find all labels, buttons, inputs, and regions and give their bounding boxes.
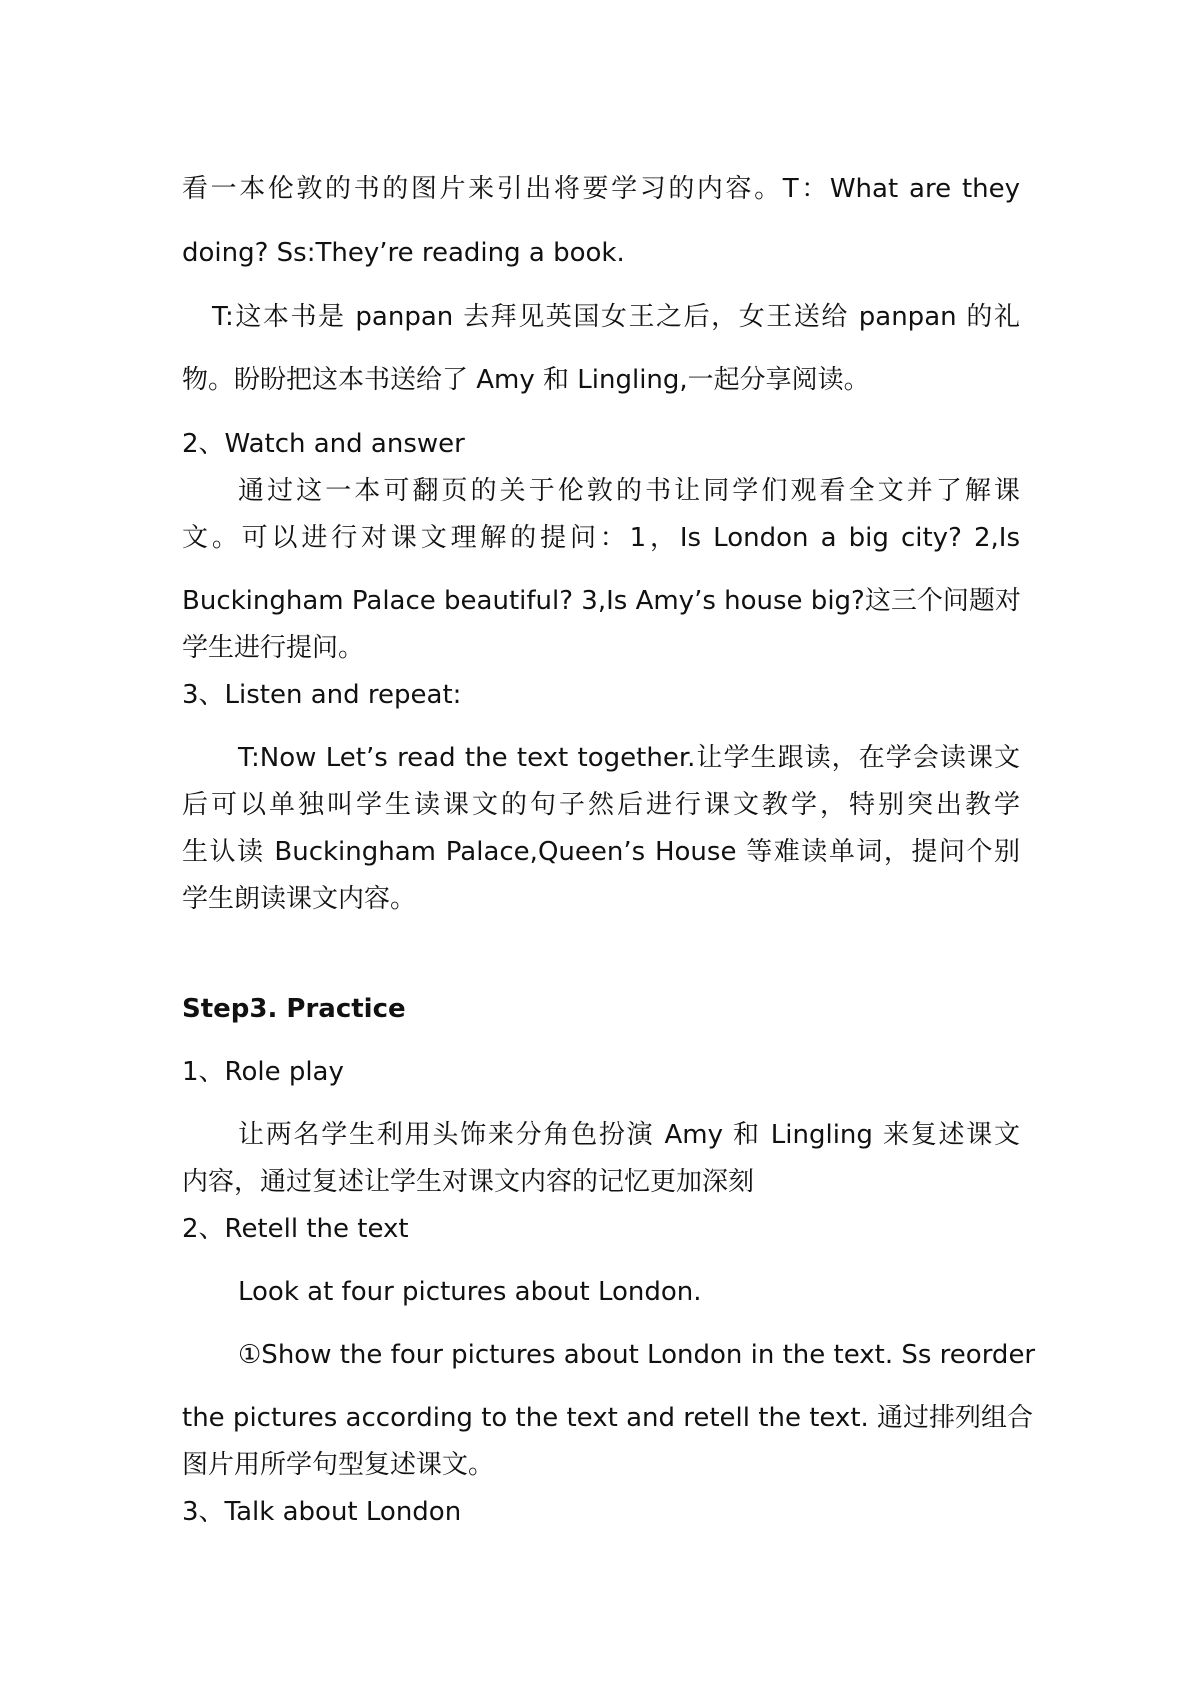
paragraph-line: T:Now Let’s read the text together.让学生跟读，在学会读课文 <box>238 743 1020 773</box>
paragraph-line: Buckingham Palace beautiful? 3,Is Amy’s house big?这三个问题对 <box>182 586 1021 616</box>
paragraph-line: 物。盼盼把这本书送给了 Amy 和 Lingling,一起分享阅读。 <box>182 365 870 395</box>
paragraph-line: T:这本书是 panpan 去拜见英国女王之后，女王送给 panpan 的礼 <box>212 302 1020 332</box>
paragraph-line: doing? Ss:They’re reading a book. <box>182 238 625 268</box>
paragraph-line: 学生朗读课文内容。 <box>182 884 417 914</box>
paragraph-line: 看一本伦敦的书的图片来引出将要学习的内容。T：What are they <box>182 174 1020 204</box>
section-heading: 2、Watch and answer <box>182 429 465 459</box>
paragraph-line: Look at four pictures about London. <box>238 1277 702 1307</box>
paragraph-line: 生认读 Buckingham Palace,Queen’s House 等难读单词，提问个别 <box>182 837 1020 867</box>
paragraph-line: 通过这一本可翻页的关于伦敦的书让同学们观看全文并了解课 <box>238 476 1020 506</box>
paragraph-line: 文。可以进行对课文理解的提问：1，Is London a big city? 2,Is <box>182 523 1020 553</box>
paragraph-line: 让两名学生利用头饰来分角色扮演 Amy 和 Lingling 来复述课文 <box>238 1120 1020 1150</box>
section-heading: 1、Role play <box>182 1057 344 1087</box>
paragraph-line: 内容，通过复述让学生对课文内容的记忆更加深刻 <box>182 1167 755 1197</box>
section-heading: 2、Retell the text <box>182 1214 409 1244</box>
paragraph-line: the pictures according to the text and retell the text. 通过排列组合 <box>182 1403 1034 1433</box>
section-heading: 3、Listen and repeat: <box>182 680 462 710</box>
paragraph-line: 图片用所学句型复述课文。 <box>182 1450 495 1480</box>
step-heading: Step3. Practice <box>182 994 406 1024</box>
paragraph-line: 学生进行提问。 <box>182 633 365 663</box>
paragraph-line: 后可以单独叫学生读课文的句子然后进行课文教学，特别突出教学 <box>182 790 1020 820</box>
section-heading: 3、Talk about London <box>182 1497 462 1527</box>
paragraph-line: ①Show the four pictures about London in the text. Ss reorder <box>238 1340 1036 1370</box>
